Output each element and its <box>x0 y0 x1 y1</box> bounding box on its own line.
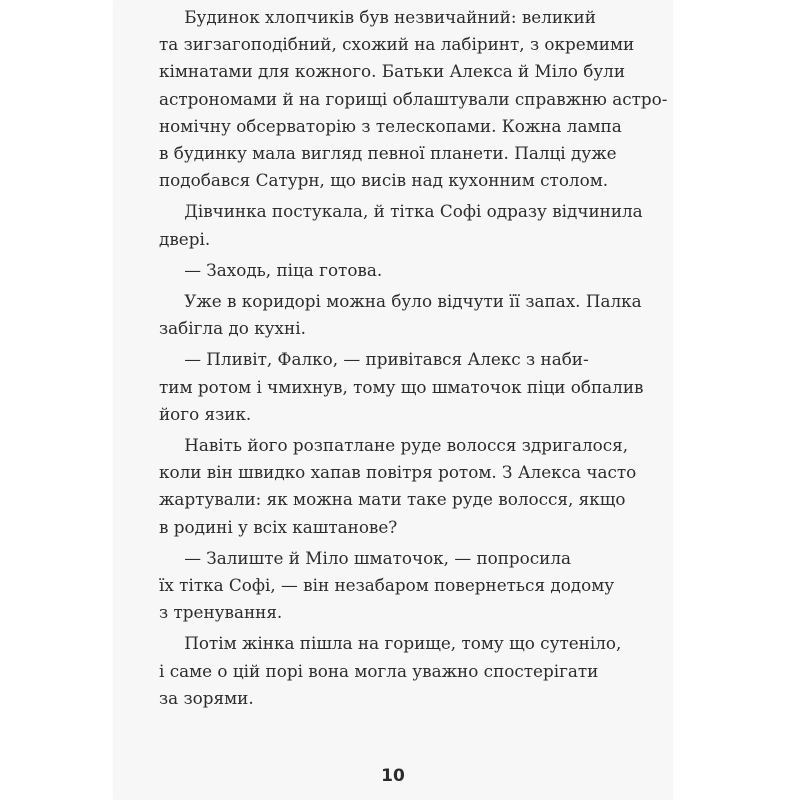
text-line: астрономами й на горищі облаштували справжню астро- <box>159 88 668 109</box>
text-line: та зигзагоподібний, схожий на лабіринт, з окремими <box>159 34 635 55</box>
paragraph <box>159 288 642 342</box>
text-line: і саме о цій порі вона могла уважно спостерігати <box>159 660 599 681</box>
text-line: їх тітка Софі, — він незабаром повернеться додому <box>159 575 615 596</box>
paragraph <box>159 346 644 428</box>
body-text <box>159 4 668 712</box>
paragraph <box>159 432 637 541</box>
text-line: за зорями. <box>159 687 254 708</box>
text-line: подобався Сатурн, що висів над кухонним столом. <box>159 170 609 191</box>
page-number: 10 <box>381 766 405 786</box>
text-line: кімнатами для кожного. Батьки Алекса й Міло були <box>159 61 626 82</box>
text-line: в родині у всіх каштанове? <box>159 516 398 537</box>
paragraph <box>159 545 627 627</box>
text-line: з тренування. <box>159 602 283 623</box>
text-line: двері. <box>159 228 211 249</box>
book-page <box>114 0 672 800</box>
paragraph <box>159 257 627 284</box>
text-line: — Залиште й Міло шматочок, — попросила <box>184 547 572 568</box>
paragraph <box>159 198 643 252</box>
paragraph <box>159 4 668 194</box>
text-line: Потім жінка пішла на горище, тому що сутеніло, <box>184 633 622 654</box>
text-line: Навіть його розпатлане руде волосся здригалося, <box>184 435 629 456</box>
text-line: забігла до кухні. <box>159 318 306 339</box>
text-line: номічну обсерваторію з телескопами. Кожна лампа <box>159 115 622 136</box>
text-line: в будинку мала вигляд певної планети. Палці дуже <box>159 143 617 164</box>
text-line: його язик. <box>159 403 252 424</box>
text-line: — Пливіт, Фалко, — привітався Алекс з наби- <box>184 349 589 370</box>
text-line: — Заходь, піца готова. <box>184 259 383 280</box>
paragraph <box>159 630 627 712</box>
text-line: тим ротом і чмихнув, тому що шматочок піци обпалив <box>159 376 644 397</box>
text-line: Уже в коридорі можна було відчути її запах. Палка <box>184 291 642 312</box>
text-line: Дівчинка постукала, й тітка Софі одразу відчинила <box>184 201 643 222</box>
text-line: коли він швидко хапав повітря ротом. З Алекса часто <box>159 462 637 483</box>
text-line: Будинок хлопчиків був незвичайний: великий <box>184 7 596 27</box>
text-line: жартували: як можна мати таке руде волосся, якщо <box>159 489 626 510</box>
